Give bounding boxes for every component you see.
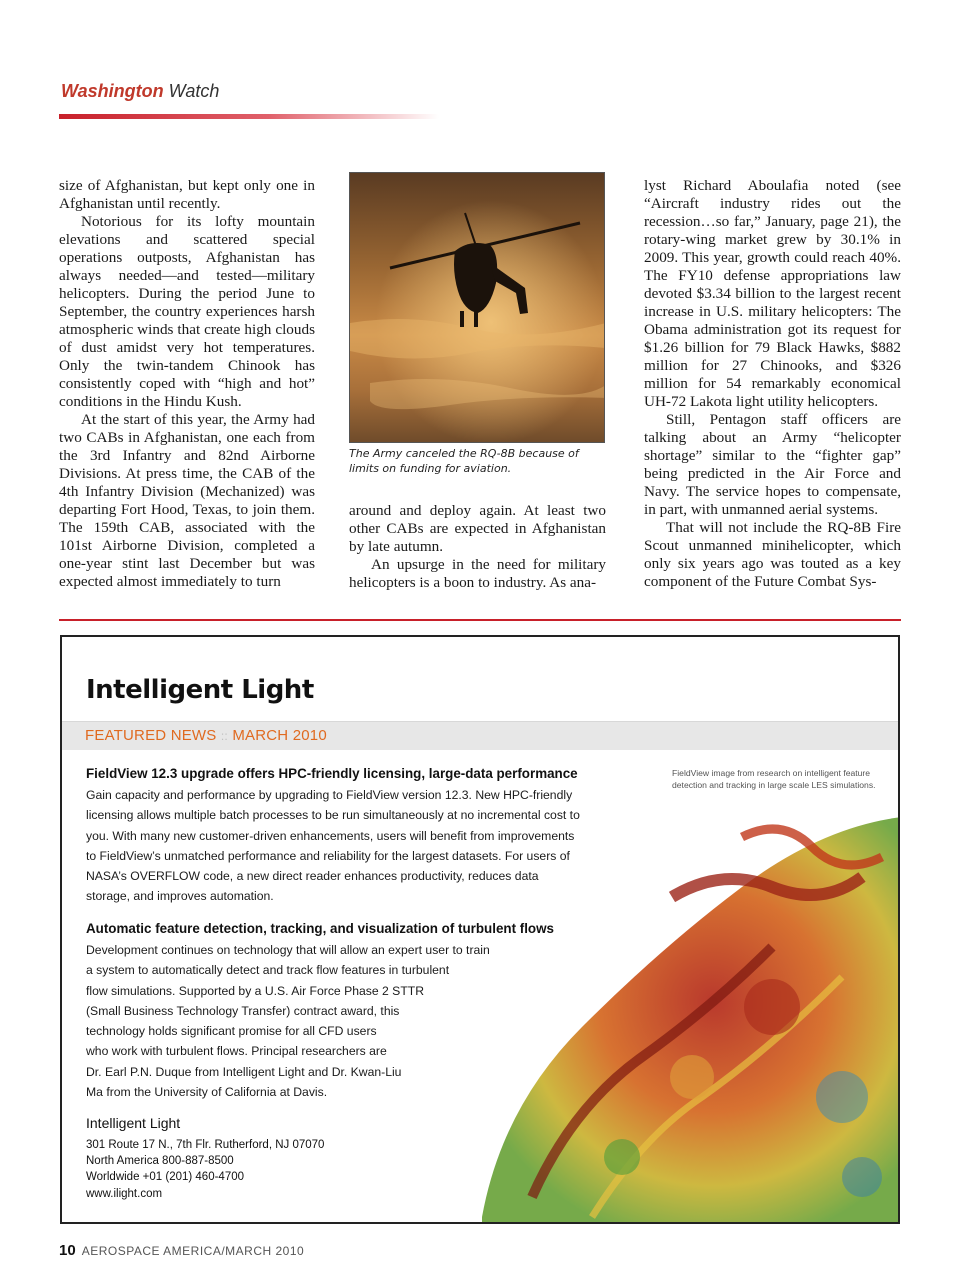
contact-phone-na: North America 800-887-8500	[86, 1155, 234, 1168]
news-2-body	[86, 940, 506, 1102]
article-column-3	[644, 177, 901, 591]
paragraph: An upsurge in the need for military helicopters is a boon to industry. As ana-	[349, 556, 606, 591]
news-2-line: technology holds significant promise for all CFD users	[86, 1024, 377, 1039]
intelligent-light-logo: Intelligent Light	[86, 675, 314, 705]
paragraph: Notorious for its lofty mountain elevations and scattered special operations outposts, Afghanistan has always needed—and tested—military helicopters. During the period June to September, the country experiences harsh atmospheric winds that create high clouds of dust amidst very hot temperatures. Only the twin-tandem Chinook has consistently coped with “high and hot” conditions in the Hindu Kush.	[59, 213, 315, 410]
paragraph: That will not include the RQ-8B Fire Scout unmanned minihelicopter, which only six years ago was touted as a key component of the Future Combat Sys-	[644, 519, 901, 590]
advertisement	[60, 635, 900, 1224]
news-2-line: Dr. Earl P.N. Duque from Intelligent Light and Dr. Kwan-Liu	[86, 1064, 402, 1079]
helicopter-photo	[349, 172, 605, 443]
contact-address: 301 Route 17 N., 7th Flr. Rutherford, NJ 07070	[86, 1139, 325, 1151]
paragraph: size of Afghanistan, but kept only one in Afghanistan until recently.	[59, 177, 315, 212]
news-1-line: to FieldView’s unmatched performance and reliability for the largest datasets. For users of	[86, 848, 570, 863]
featured-news-label	[85, 727, 327, 744]
art-caption: FieldView image from research on intelligent feature detection and tracking in large scale LES simulations.	[672, 768, 876, 790]
news-2-line: flow simulations. Supported by a U.S. Air Force Phase 2 STTR	[86, 983, 425, 998]
news-2-title: Automatic feature detection, tracking, and visualization of turbulent flows	[86, 921, 554, 936]
publication-name: AEROSPACE AMERICA/MARCH 2010	[81, 1244, 305, 1258]
news-1-line: licensing allows multiple batch processes to be run simultaneously at no incremental cost to	[86, 808, 580, 823]
photo-caption: The Army canceled the RQ-8B because of limits on funding for aviation.	[349, 447, 579, 475]
featured-news-left: FEATURED NEWS	[85, 727, 217, 744]
featured-news-band	[62, 721, 900, 750]
news-1-line: you. With many new customer-driven enhancements, users will benefit from improvements	[86, 828, 575, 843]
featured-news-separator: ::	[220, 729, 228, 743]
news-2-line: (Small Business Technology Transfer) contract award, this	[86, 1003, 400, 1018]
news-1-title: FieldView 12.3 upgrade offers HPC-friendly licensing, large-data performance	[86, 766, 578, 781]
section-label	[61, 81, 219, 102]
page-footer	[59, 1242, 304, 1259]
contact-website[interactable]: www.ilight.com	[86, 1187, 163, 1200]
news-1-line: NASA’s OVERFLOW code, a new direct reader enhances productivity, reduces data	[86, 869, 539, 884]
news-2-line: Ma from the University of California at Davis.	[86, 1085, 328, 1100]
news-1-body	[86, 785, 646, 907]
paragraph: Still, Pentagon staff officers are talking about an Army “helicopter shortage” similar to the “fighter gap” being predicted in the Air Force and Navy. The service hopes to compensate, in part, with unmanned aerial systems.	[644, 411, 901, 518]
article-column-1	[59, 177, 315, 591]
news-2-line: Development continues on technology that will allow an expert user to train	[86, 943, 490, 957]
section-rule	[59, 114, 439, 119]
page-divider	[59, 619, 901, 621]
paragraph: around and deploy again. At least two other CABs are expected in Afghanistan by late autumn.	[349, 502, 606, 555]
article-column-2	[349, 502, 606, 592]
news-2-line: who work with turbulent flows. Principal researchers are	[86, 1044, 387, 1059]
featured-news-right: MARCH 2010	[232, 727, 327, 744]
paragraph: lyst Richard Aboulafia noted (see “Aircraft industry rides out the recession…so far,” January, page 21), the rotary-wing market grew by 30.1% in 2009. This year, growth could reach 40%. The FY10 defense appropriations law devoted $3.34 billion to the largest recent increase in U.S. military helicopters: The Obama administration got its request for $1.26 billion for 79 Black Hawks, $882 million for 27 Chinooks, and $326 million for 54 remarkably economical UH-72 Lakota light utility helicopters.	[644, 177, 901, 410]
section-label-bold: Washington	[61, 81, 164, 101]
page-number: 10	[59, 1242, 76, 1259]
news-1-line: storage, and improves automation.	[86, 889, 274, 904]
contact-company-name: Intelligent Light	[86, 1115, 181, 1131]
contact-phone-ww: Worldwide +01 (201) 460-4700	[86, 1171, 245, 1184]
news-1-line: Gain capacity and performance by upgrading to FieldView version 12.3. New HPC-friendly	[86, 788, 573, 802]
paragraph: At the start of this year, the Army had two CABs in Afghanistan, one each from the 3rd Infantry and 82nd Airborne Divisions. At press time, the CAB of the 4th Infantry Division (Mechanized) was departing Fort Hood, Texas, to join them. The 159th CAB, associated with the 101st Airborne Division, completed a one-year stint last December but was expected almost immediately to turn	[59, 411, 315, 590]
section-label-light: Watch	[168, 81, 220, 101]
news-2-line: a system to automatically detect and track flow features in turbulent	[86, 963, 450, 978]
contact-block	[86, 1137, 324, 1202]
